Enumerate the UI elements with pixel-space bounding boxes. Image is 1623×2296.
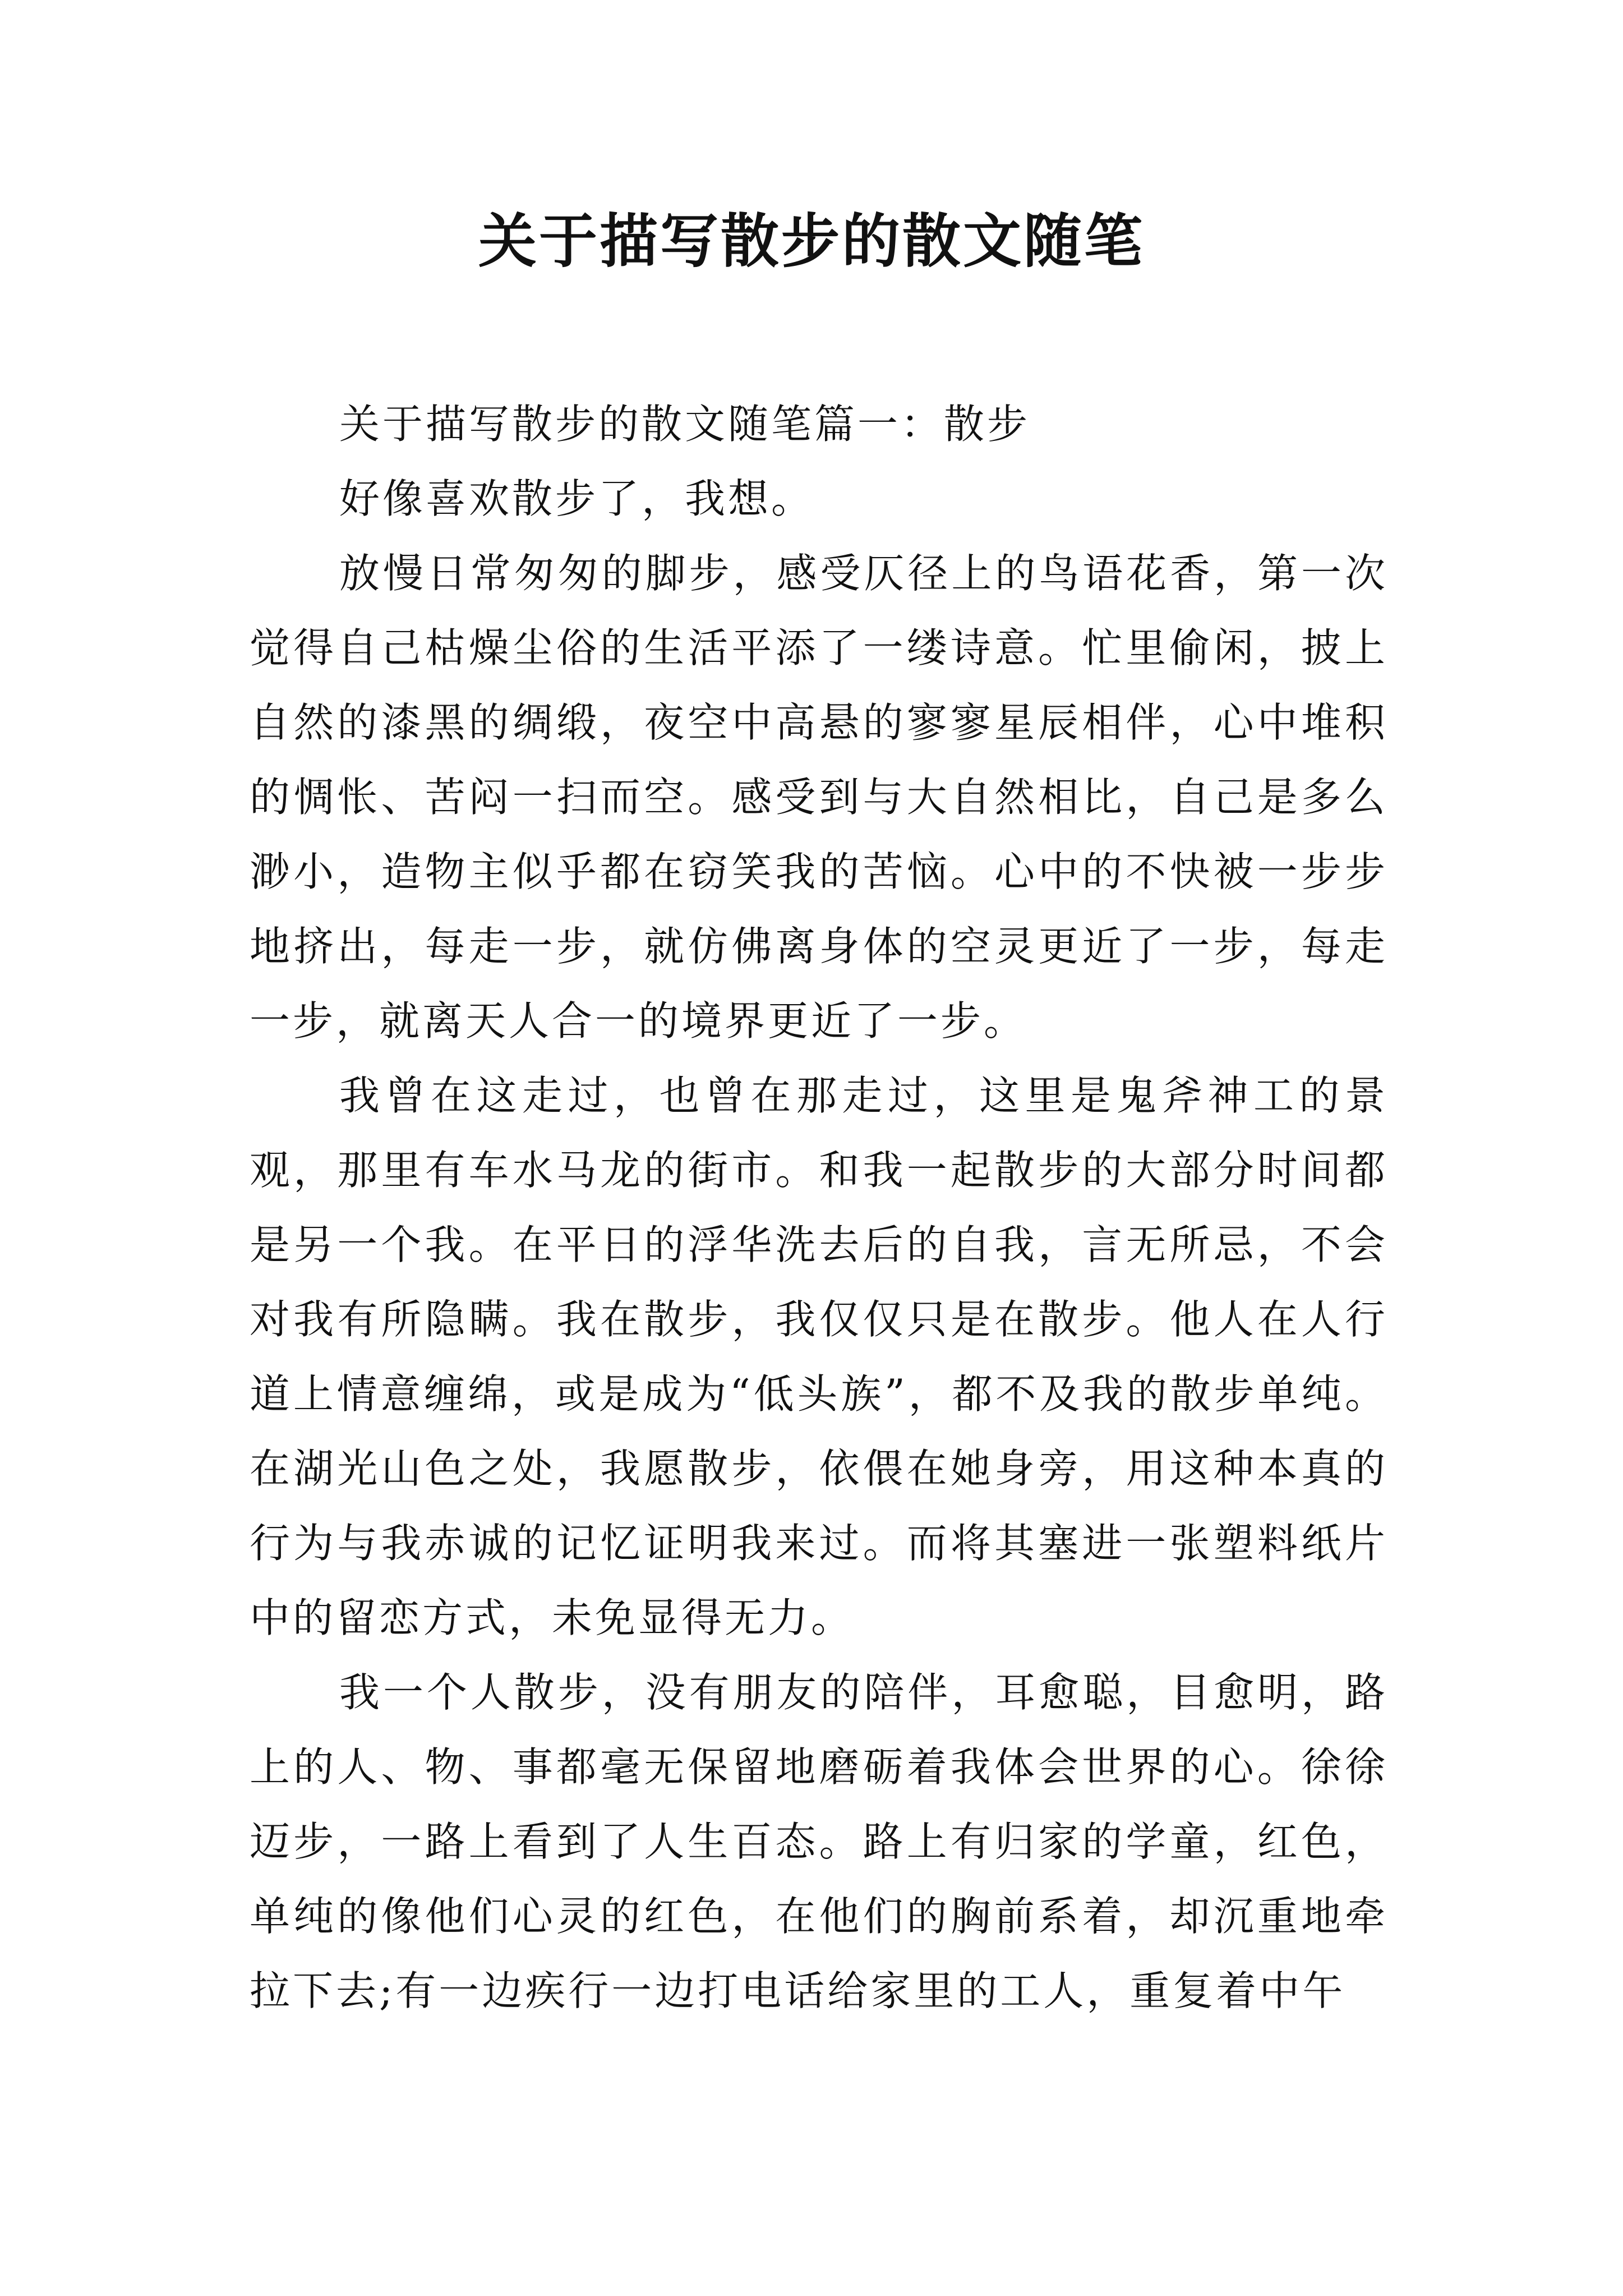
paragraph-subtitle: 关于描写散步的散文随笔篇一：散步 (339, 401, 1031, 448)
paragraph: 我曾在这走过，也曾在那走过，这里是鬼斧神工的景观，那里有车水马龙的街市。和我一起散步的大部分时间都是另一个我。在平日的浮华洗去后的自我，言无所忌，不会对我有所隐瞒。我在散步，我仅仅只是在散步。他人在人行道上情意缠绵，或是成为“低头族”，都不及我的散步单纯。在湖光山色之处，我愿散步，依偎在她身旁，用这种本真的行为与我赤诚的记忆证明我来过。而将其塞进一张塑料纸片中的留恋方式，未免显得无力。 (250, 1072, 1388, 1641)
paragraph: 好像喜欢散步了，我想。 (339, 475, 815, 522)
paragraph: 放慢日常匆匆的脚步，感受仄径上的鸟语花香，第一次觉得自己枯燥尘俗的生活平添了一缕诗意。忙里偷闲，披上自然的漆黑的绸缎，夜空中高悬的寥寥星辰相伴，心中堆积的惆怅、苦闷一扫而空。感受到与大自然相比，自己是多么渺小，造物主似乎都在窃笑我的苦恼。心中的不快被一步步地挤出，每走一步，就仿佛离身体的空灵更近了一步，每走一步，就离天人合一的境界更近了一步。 (250, 550, 1388, 1045)
document-body (250, 387, 1388, 2028)
paragraph: 我一个人散步，没有朋友的陪伴，耳愈聪，目愈明，路上的人、物、事都毫无保留地磨砺着我体会世界的心。徐徐迈步，一路上看到了人生百态。路上有归家的学童，红色，单纯的像他们心灵的红色，在他们的胸前系着，却沉重地牵拉下去;有一边疾行一边打电话给家里的工人，重复着中午 (250, 1669, 1388, 2014)
document-title: 关于描写散步的散文随笔 (478, 206, 1145, 275)
